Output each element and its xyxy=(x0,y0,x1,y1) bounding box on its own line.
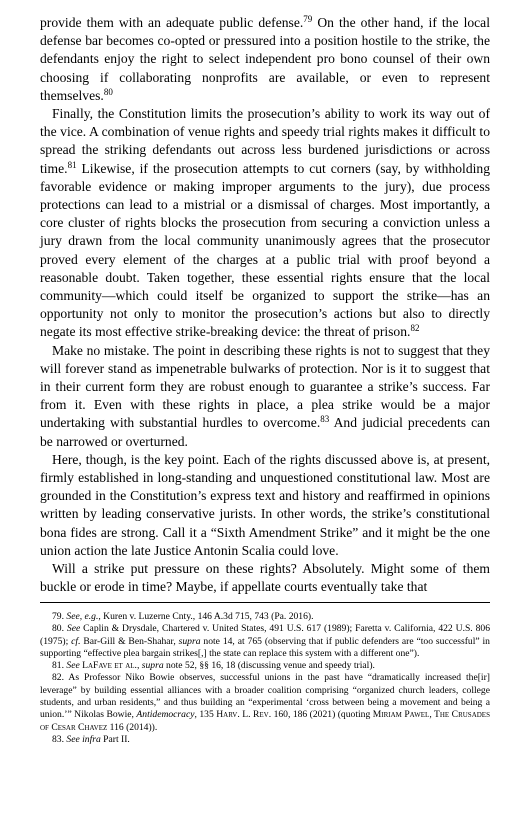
footnote-83: 83. See infra Part II. xyxy=(52,733,130,745)
paragraph-2: Finally, the Constitution limits the prosecution’s ability to work its way out of the vice. A combination of venue rights and speedy trial rights makes it difficult to spread the striking defendants out across less burdened jurisdictions or across time.$^{81}$ Likewise, if the prosecution attempts to cut corners (say, by withholding favorable evidence or making improper arguments to the jury), due process protections can lead to a mistrial or a dismissal of charges. Most importantly, a core cluster of rights blocks the prosecution from securing a conviction unless a jury drawn from the local community unanimously agrees that the prosecutor proved every element of the charges at a public trial with proof beyond a reasonable doubt. Taken together, these essential rights ensure that the local community—which could itself be organized to support the strike—has an opportunity not only to monitor the prosecution’s actions but also to directly negate its most effective strike-breaking device: the threat of prison.$^{82}$ xyxy=(40,106,490,340)
footnote-81: 81. See LaFave et al., supra note 52, §§ 16, 18 (discussing venue and speedy trial). xyxy=(52,660,375,672)
footnote-ref-82[interactable]: 82 xyxy=(410,323,420,334)
document-page xyxy=(40,14,490,745)
paragraph-3: Make no mistake. The point in describing these rights is not to suggest that they will forever stand as impenetrable bulwarks of protection. Nor is it to suggest that in their current form they are robust enough to guarantee a strike’s success. Far from it. Even with these rights in place, a plea strike would be a major undertaking with substantial hurdles to overcome.$^{83}$ And judicial precedents can be narrowed or overturned. xyxy=(40,342,490,449)
footnote-ref-83[interactable]: 83 xyxy=(320,414,330,425)
paragraph-5: Will a strike put pressure on these rights? Absolutely. Might some of them buckle or erode in time? Maybe, if appellate courts eventually take that xyxy=(40,561,490,595)
footnote-ref-79[interactable]: 79 xyxy=(303,14,313,24)
footnote-82: 82. As Professor Niko Bowie observes, successful unions in the past have “dramatically increased the[ir] leverage” by building essential alliances with a broader coalition comprising “organized church leaders, college students, and urban residents,” and thus building an “experimental ‘cross between being a movement and being a union.’” Nikolas Bowie, Antidemocracy, 135 Harv. L. Rev. 160, 186 (2021) (quoting Miriam Pawel, The Crusades of Cesar Chavez 116 (2014)). xyxy=(40,672,490,733)
body-text xyxy=(40,14,490,597)
footnote-79: 79. See, e.g., Kuren v. Luzerne Cnty., 146 A.3d 715, 743 (Pa. 2016). xyxy=(52,611,314,622)
footnote-divider xyxy=(40,602,490,603)
footnote-ref-80[interactable]: 80 xyxy=(103,86,113,97)
paragraph-1: provide them with an adequate public defense.$^{79}$ On the other hand, if the local defense bar becomes co-opted or pressured into a position hostile to the strike, the defendants enjoy the right to select independent pro bono counsel of their own choosing if collaborating nonprofits are available, or even to represent themselves.$^{80}$ xyxy=(40,14,490,103)
footnotes xyxy=(40,611,490,746)
footnote-ref-81[interactable]: 81 xyxy=(67,159,77,170)
footnote-80: 80. See Caplin & Drysdale, Chartered v. United States, 491 U.S. 617 (1989); Faretta v. California, 422 U.S. 806 (1975); cf. Bar-Gill & Ben-Shahar, supra note 14, at 765 (observing that if public defenders are “too successful” in supporting “effective plea bargain strikes[,] the state can replace this system with a different one”). xyxy=(40,623,490,659)
paragraph-4: Here, though, is the key point. Each of the rights discussed above is, at present, firmly established in long-standing and unquestioned constitutional law. Most are grounded in the Constitution’s express text and history and reaffirmed in opinions written by leading conservative jurists. In other words, the strike’s constitutional bona fides are strong. Call it a “Sixth Amendment Strike” and it might be the one union action the late Justice Antonin Scalia could love. xyxy=(40,451,490,558)
